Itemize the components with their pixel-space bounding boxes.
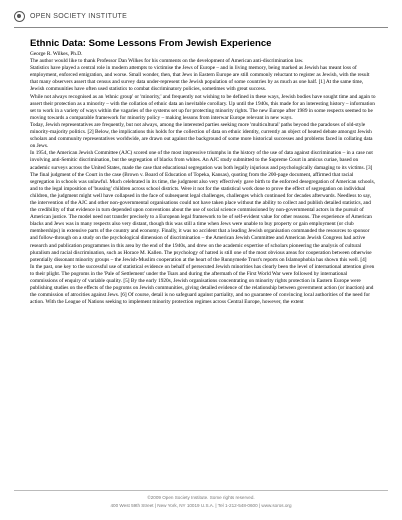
paragraph: In the past, one key to the successful use of statistical evidence on behalf of persecuted Jewish minorities has clearly been the level of international attention given to their plight. The pogroms in the 'Pale of Settlement' under the Tsars and during the aftermath of the First World War were followed by international commissions of enquiry of variable quality. [5] By the early 1920s, Jewish organisations concentrating on minority rights protection in Eastern Europe were publishing studies on the effects of the pogroms on Jewish communities, giving detailed evidence of the relationship between government action (or inaction) and the commission of atrocities against Jews. [6] Of course, detail is no safeguard against partiality, and no guarantee of convincing local authorities of the need for action. With the League of Nations seeking to implement minority protection regimes across Central Europe, however, the extent bbox=[30, 263, 375, 306]
article bbox=[30, 38, 376, 306]
header-divider bbox=[14, 27, 388, 28]
org-name: OPEN SOCIETY INSTITUTE bbox=[30, 12, 128, 20]
article-title: Ethnic Data: Some Lessons From Jewish Experience bbox=[30, 38, 272, 49]
osi-logo-icon bbox=[14, 11, 25, 22]
footer-address: 400 West 59th Street | New York, NY 10019 U.S.A. | Tel 1-212-548-0600 | www.soros.org bbox=[110, 503, 292, 508]
footer-divider bbox=[14, 490, 388, 491]
page-header bbox=[14, 9, 127, 23]
paragraph: Today, Jewish representatives are frequently, but not always, among the interested parties seeking more 'multicultural' paths beyond the paradoxes of old-style minority-majority politics. [2] Below, the implications this holds for the collection of data on ethnic identity, currently an object of heated debate amongst Jewish scholars and community representatives worldwide, are drawn out against the background of some more historical successes and problems faced in collating data on Jews. bbox=[30, 121, 373, 150]
paragraph: While not always recognised as an 'ethnic group' or 'minority,' and frequently not wishing to be defined in these ways, Jewish bodies have sought time and again to assert their protection as a minority – with the collation of ethnic data an inevitable corollary. Up until the 1940s, this made for an interesting history – information set to work in a variety of ways within the vagaries of the systems set up for protecting minority rights. The new Europe after 1989 in some respects seemed to be moving towards a comparable framework for minority policy – making lessons from interwar Europe relevant in new ways. bbox=[30, 93, 376, 121]
paragraph: In 1954, the American Jewish Committee (AJC) scored one of the most impressive triumphs in the history of the use of data against discrimination – in a case not involving anti-Semitic discrimination, but the segregation of blacks from whites. An AJC study submitted to the Supreme Court in amicus curiae, based on academic surveys across the United States, made the case that educational segregation was both legally injurious and psychologically damaging to its victims. [3] The final judgment of the Court in the case (Brown v. Board of Education of Topeka, Kansas), quoting from the 200-page document, affirmed that racial segregation in schools was unlawful. Much celebrated in its time, the judgment also very effectively gave birth to the enforced desegregation of American schools, and to the legal imposition of 'bussing' children across school districts. Were it not for the statistical work done to prove the effect of segregation on individual children, the judgment might well have collapsed in the face of subsequent legal challenges, challenges which continued for decades afterwards. Needless to say, the intervention of the AJC and other non-governmental organisations could not have taken place without the ability to collect and publish detailed statistics, and the credibility of that evidence in turn depended upon conventions about the use of social science commissioned by non-governmental actors in the pursuit of American justice. The model need not transfer precisely to a European legal framework to be of self-evident value for other reasons. The experience of American blacks and Jews was in many respects also very distant, though this was still a time when Jews were unable to buy property or gain employment (or club memberships) in extensive parts of the country and economy. Finally, it was no accident that a leading Jewish organisation commanded the resources to sponsor and follow-through on a study on the psychological dimension of discrimination – the American Jewish Committee and American Jewish Congress had active research and publication programmes in this area by the end of the 1940s, and drew on the academic expertise of scholars pioneering the analysis of cultural pluralism and racial discrimination, such as Horace M. Kallen. The psychology of hatred is still one of the most obvious areas for cooperation between otherwise potentially dissonant minority groups – the Jewish-Muslim cooperation at the heart of the Runnymede Trust's reports on Islamophobia has shown this well. [4] bbox=[30, 150, 375, 263]
paragraph: The author would like to thank Professor Dan Wilkes for his comments on the development of American anti-discrimination law. bbox=[30, 58, 304, 65]
footer-copyright: ©2009 Open Society Institute. Some rights reserved. bbox=[147, 495, 255, 500]
paragraph: Statistics have played a central role in modern attempts to victimise the Jews of Europe – and in living memory, being marked as Jewish has meant loss of employment, enforced emigration, and worse. Small wonder, then, that Jews in Eastern Europe are still commonly reluctant to register as Jewish, with the result that many observers assert that census and survey data under-represent the Jewish population of some countries by as much as one half. [1] At the same time, Jewish communities have often used statistics to combat discriminatory policies, sometimes with great success. bbox=[30, 65, 370, 93]
article-author: George R. Wilkes, Ph.D. bbox=[30, 51, 83, 57]
